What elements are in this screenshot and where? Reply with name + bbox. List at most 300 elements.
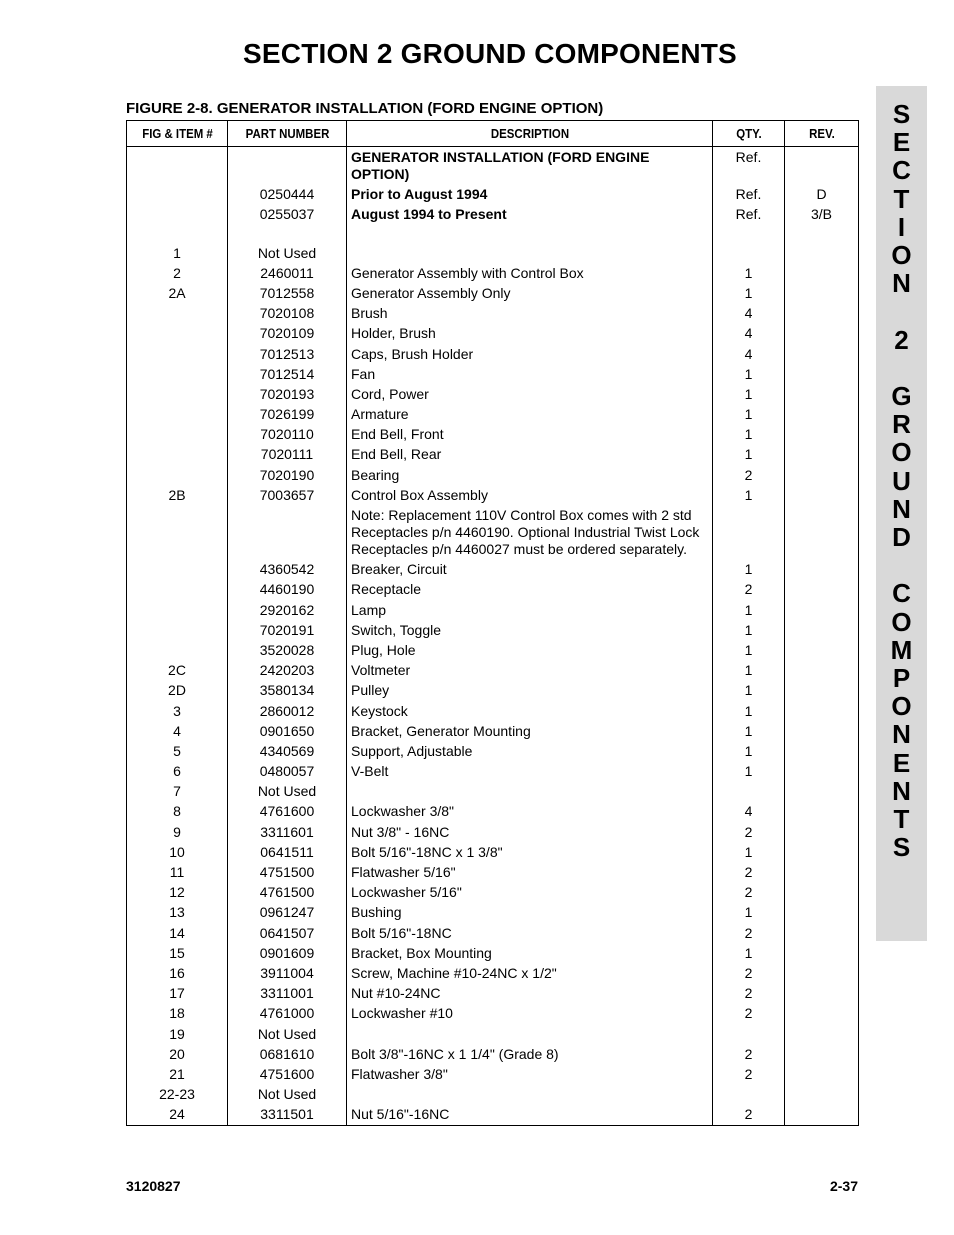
description-cell: Bushing (347, 903, 713, 923)
rev-cell (785, 923, 859, 943)
qty-cell: 1 (713, 560, 785, 580)
description-cell: Lockwasher 3/8" (347, 802, 713, 822)
fig-item-cell: 5 (127, 741, 228, 761)
spacer-cell (228, 225, 347, 243)
fig-item-cell: 1 (127, 243, 228, 263)
description-cell: Receptacle (347, 580, 713, 600)
description-cell: Fan (347, 364, 713, 384)
header-description: DESCRIPTION (368, 121, 690, 147)
part-number-cell: Not Used (228, 243, 347, 263)
description-cell: Bolt 5/16"-18NC x 1 3/8" (347, 842, 713, 862)
side-tab-letter: N (892, 775, 911, 806)
side-tab-letter: O (891, 606, 912, 637)
description-cell: Flatwasher 5/16" (347, 862, 713, 882)
qty-cell: 1 (713, 701, 785, 721)
table-row (127, 1004, 859, 1024)
rev-cell (785, 681, 859, 701)
fig-item-cell: 20 (127, 1044, 228, 1064)
qty-cell: 2 (713, 1004, 785, 1024)
part-number-cell: 4360542 (228, 560, 347, 580)
qty-cell: 4 (713, 344, 785, 364)
description-cell: Screw, Machine #10-24NC x 1/2" (347, 963, 713, 983)
rev-cell (785, 1105, 859, 1126)
side-tab-letter: D (892, 522, 911, 553)
part-number-cell (228, 147, 347, 185)
description-cell: Nut #10-24NC (347, 984, 713, 1004)
fig-item-cell: 2C (127, 661, 228, 681)
fig-item-cell (127, 425, 228, 445)
qty-cell: 2 (713, 862, 785, 882)
fig-item-cell (127, 580, 228, 600)
part-number-cell (228, 505, 347, 559)
description-cell: Lockwasher 5/16" (347, 883, 713, 903)
side-tab-letter: P (892, 663, 911, 694)
fig-item-cell (127, 147, 228, 185)
description-cell: Prior to August 1994 (347, 185, 713, 205)
fig-item-cell (127, 620, 228, 640)
table-row (127, 465, 859, 485)
description-cell: Bracket, Generator Mounting (347, 721, 713, 741)
rev-cell (785, 445, 859, 465)
fig-item-cell: 4 (127, 721, 228, 741)
rev-cell (785, 721, 859, 741)
part-number-cell: 0255037 (228, 205, 347, 225)
qty-cell: 1 (713, 903, 785, 923)
part-number-cell: 0901609 (228, 943, 347, 963)
fig-item-cell (127, 600, 228, 620)
qty-cell: 1 (713, 600, 785, 620)
side-tab-letter (876, 551, 927, 579)
qty-cell: Ref. (713, 205, 785, 225)
part-number-cell: 7020193 (228, 384, 347, 404)
table-row (127, 802, 859, 822)
table-spacer-row (127, 225, 859, 243)
part-number-cell: 7020108 (228, 304, 347, 324)
description-cell: End Bell, Front (347, 425, 713, 445)
rev-cell (785, 243, 859, 263)
description-cell (347, 1084, 713, 1104)
rev-cell: D (785, 185, 859, 205)
rev-cell (785, 580, 859, 600)
part-number-cell: 7020109 (228, 324, 347, 344)
side-tab-letter: T (893, 804, 910, 835)
rev-cell (785, 761, 859, 781)
part-number-cell: 2460011 (228, 263, 347, 283)
description-cell: V-Belt (347, 761, 713, 781)
fig-item-cell: 19 (127, 1024, 228, 1044)
table-row (127, 147, 859, 185)
side-tab-letter: R (892, 409, 911, 440)
table-row (127, 1064, 859, 1084)
side-tab-letter (876, 297, 927, 325)
side-tab-letter: N (892, 719, 911, 750)
rev-cell (785, 1064, 859, 1084)
fig-item-cell: 18 (127, 1004, 228, 1024)
side-tab-letter: O (891, 240, 912, 271)
spacer-cell (785, 225, 859, 243)
rev-cell (785, 842, 859, 862)
table-row (127, 1105, 859, 1126)
part-number-cell: 7020110 (228, 425, 347, 445)
part-number-cell: 3311501 (228, 1105, 347, 1126)
fig-item-cell: 15 (127, 943, 228, 963)
side-tab-letter: S (892, 832, 911, 863)
part-number-cell: 4751500 (228, 862, 347, 882)
side-tab-letter: E (892, 747, 911, 778)
spacer-cell (713, 225, 785, 243)
rev-cell (785, 505, 859, 559)
table-row (127, 1044, 859, 1064)
description-cell: Control Box Assembly (347, 485, 713, 505)
rev-cell (785, 943, 859, 963)
rev-cell (785, 147, 859, 185)
description-cell: Note: Replacement 110V Control Box comes with 2 std Receptacles p/n 4460190. Optional Industrial Twist Lock Receptacles p/n 4460027 must be ordered separately. (347, 505, 713, 559)
fig-item-cell (127, 324, 228, 344)
qty-cell: Ref. (713, 185, 785, 205)
side-tab-letter: I (897, 211, 906, 242)
rev-cell (785, 263, 859, 283)
description-cell: Lamp (347, 600, 713, 620)
description-cell: Pulley (347, 681, 713, 701)
side-tab-letter: O (891, 437, 912, 468)
fig-item-cell: 11 (127, 862, 228, 882)
part-number-cell: 7020191 (228, 620, 347, 640)
description-cell: Flatwasher 3/8" (347, 1064, 713, 1084)
qty-cell: 1 (713, 263, 785, 283)
rev-cell (785, 600, 859, 620)
qty-cell: 2 (713, 580, 785, 600)
part-number-cell: 3520028 (228, 640, 347, 660)
header-qty: QTY. (717, 121, 780, 147)
fig-item-cell: 2D (127, 681, 228, 701)
qty-cell: 1 (713, 943, 785, 963)
part-number-cell: 4340569 (228, 741, 347, 761)
table-row (127, 600, 859, 620)
part-number-cell: 0641511 (228, 842, 347, 862)
description-cell: Cord, Power (347, 384, 713, 404)
fig-item-cell (127, 205, 228, 225)
qty-cell: 4 (713, 304, 785, 324)
part-number-cell: 3311001 (228, 984, 347, 1004)
rev-cell (785, 963, 859, 983)
fig-item-cell (127, 384, 228, 404)
part-number-cell: 4761500 (228, 883, 347, 903)
part-number-cell: 3911004 (228, 963, 347, 983)
rev-cell (785, 883, 859, 903)
qty-cell: 2 (713, 465, 785, 485)
table-row (127, 822, 859, 842)
qty-cell: 1 (713, 661, 785, 681)
table-row (127, 661, 859, 681)
part-number-cell: Not Used (228, 1024, 347, 1044)
table-row (127, 485, 859, 505)
part-number-cell: 0250444 (228, 185, 347, 205)
fig-item-cell: 10 (127, 842, 228, 862)
table-row (127, 364, 859, 384)
rev-cell (785, 1044, 859, 1064)
spacer-cell (347, 225, 713, 243)
description-cell: Generator Assembly with Control Box (347, 263, 713, 283)
rev-cell (785, 283, 859, 303)
table-row (127, 324, 859, 344)
side-tab-letter: T (893, 183, 910, 214)
qty-cell: 1 (713, 283, 785, 303)
description-cell: Bolt 5/16"-18NC (347, 923, 713, 943)
rev-cell (785, 324, 859, 344)
table-row (127, 404, 859, 424)
part-number-cell: 0681610 (228, 1044, 347, 1064)
qty-cell: 2 (713, 1044, 785, 1064)
description-cell: August 1994 to Present (347, 205, 713, 225)
description-cell: Holder, Brush (347, 324, 713, 344)
table-row (127, 304, 859, 324)
rev-cell (785, 425, 859, 445)
table-row (127, 205, 859, 225)
table-row (127, 384, 859, 404)
table-row (127, 344, 859, 364)
rev-cell (785, 782, 859, 802)
fig-item-cell: 17 (127, 984, 228, 1004)
qty-cell: 2 (713, 963, 785, 983)
qty-cell: 1 (713, 842, 785, 862)
rev-cell (785, 1084, 859, 1104)
rev-cell (785, 903, 859, 923)
qty-cell: 1 (713, 425, 785, 445)
parts-table-body (127, 147, 859, 1126)
part-number-cell: 7020111 (228, 445, 347, 465)
side-tab-letter: C (892, 155, 911, 186)
rev-cell (785, 741, 859, 761)
rev-cell (785, 822, 859, 842)
rev-cell (785, 661, 859, 681)
description-cell: Brush (347, 304, 713, 324)
table-row (127, 862, 859, 882)
table-row (127, 505, 859, 559)
description-cell: Caps, Brush Holder (347, 344, 713, 364)
fig-item-cell: 13 (127, 903, 228, 923)
side-tab-letter: G (891, 381, 912, 411)
figure-title: FIGURE 2-8. GENERATOR INSTALLATION (FORD ENGINE OPTION) (126, 100, 604, 117)
fig-item-cell: 6 (127, 761, 228, 781)
table-row (127, 445, 859, 465)
qty-cell (713, 505, 785, 559)
part-number-cell: 7020190 (228, 465, 347, 485)
table-row (127, 963, 859, 983)
section-side-tab (876, 86, 927, 941)
fig-item-cell: 21 (127, 1064, 228, 1084)
rev-cell (785, 701, 859, 721)
fig-item-cell (127, 364, 228, 384)
side-tab-letter: C (892, 578, 911, 609)
table-row (127, 842, 859, 862)
rev-cell (785, 304, 859, 324)
qty-cell (713, 243, 785, 263)
description-cell: Bearing (347, 465, 713, 485)
qty-cell (713, 782, 785, 802)
table-row (127, 560, 859, 580)
section-title: SECTION 2 GROUND COMPONENTS (243, 38, 737, 69)
qty-cell: 1 (713, 640, 785, 660)
table-row (127, 943, 859, 963)
qty-cell: 1 (713, 620, 785, 640)
fig-item-cell: 7 (127, 782, 228, 802)
table-row (127, 761, 859, 781)
qty-cell: 1 (713, 681, 785, 701)
table-row (127, 640, 859, 660)
table-row (127, 263, 859, 283)
description-cell: End Bell, Rear (347, 445, 713, 465)
side-tab-letter: O (891, 691, 912, 722)
description-cell (347, 243, 713, 263)
table-row (127, 984, 859, 1004)
document-number: 3120827 (126, 1178, 181, 1194)
qty-cell: 2 (713, 1105, 785, 1126)
table-row (127, 923, 859, 943)
rev-cell (785, 640, 859, 660)
side-tab-letter: 2 (894, 324, 909, 355)
table-row (127, 243, 859, 263)
fig-item-cell: 9 (127, 822, 228, 842)
qty-cell: 4 (713, 324, 785, 344)
fig-item-cell (127, 185, 228, 205)
part-number-cell: Not Used (228, 782, 347, 802)
fig-item-cell: 12 (127, 883, 228, 903)
fig-item-cell: 8 (127, 802, 228, 822)
side-tab-letter: S (892, 99, 911, 129)
part-number-cell: 2860012 (228, 701, 347, 721)
part-number-cell: 7026199 (228, 404, 347, 424)
qty-cell: 2 (713, 822, 785, 842)
rev-cell (785, 560, 859, 580)
fig-item-cell: 3 (127, 701, 228, 721)
table-row (127, 1084, 859, 1104)
rev-cell (785, 1004, 859, 1024)
side-tab-letter: M (890, 634, 913, 665)
fig-item-cell: 2A (127, 283, 228, 303)
rev-cell (785, 862, 859, 882)
fig-item-cell (127, 445, 228, 465)
rev-cell (785, 344, 859, 364)
qty-cell: 1 (713, 741, 785, 761)
part-number-cell: 7003657 (228, 485, 347, 505)
qty-cell: 1 (713, 485, 785, 505)
fig-item-cell (127, 505, 228, 559)
rev-cell (785, 984, 859, 1004)
description-cell: Armature (347, 404, 713, 424)
part-number-cell: 3311601 (228, 822, 347, 842)
rev-cell (785, 802, 859, 822)
qty-cell: 1 (713, 445, 785, 465)
description-cell: Bolt 3/8"-16NC x 1 1/4" (Grade 8) (347, 1044, 713, 1064)
page-number: 2-37 (829, 1178, 858, 1194)
rev-cell (785, 404, 859, 424)
table-row (127, 903, 859, 923)
table-row (127, 1024, 859, 1044)
description-cell: Generator Assembly Only (347, 283, 713, 303)
fig-item-cell: 2B (127, 485, 228, 505)
table-row (127, 425, 859, 445)
description-cell (347, 1024, 713, 1044)
description-cell: Plug, Hole (347, 640, 713, 660)
table-row (127, 681, 859, 701)
fig-item-cell: 24 (127, 1105, 228, 1126)
part-number-cell: 0480057 (228, 761, 347, 781)
parts-table (126, 120, 859, 1126)
qty-cell: 1 (713, 761, 785, 781)
rev-cell (785, 364, 859, 384)
part-number-cell: 0901650 (228, 721, 347, 741)
description-cell: GENERATOR INSTALLATION (FORD ENGINE OPTION) (347, 147, 713, 185)
part-number-cell: 2920162 (228, 600, 347, 620)
qty-cell: 2 (713, 1064, 785, 1084)
fig-item-cell (127, 640, 228, 660)
qty-cell: 2 (713, 984, 785, 1004)
fig-item-cell: 22-23 (127, 1084, 228, 1104)
table-row (127, 283, 859, 303)
table-header-row (127, 121, 859, 147)
qty-cell: 1 (713, 404, 785, 424)
part-number-cell: 7012558 (228, 283, 347, 303)
side-tab-letter: N (892, 493, 911, 524)
qty-cell: 4 (713, 802, 785, 822)
rev-cell: 3/B (785, 205, 859, 225)
side-tab-letter: N (892, 268, 911, 299)
fig-item-cell: 2 (127, 263, 228, 283)
fig-item-cell (127, 465, 228, 485)
part-number-cell: 7012514 (228, 364, 347, 384)
qty-cell: Ref. (713, 147, 785, 185)
qty-cell: 1 (713, 384, 785, 404)
qty-cell: 2 (713, 883, 785, 903)
side-tab-letters (876, 100, 927, 861)
fig-item-cell: 14 (127, 923, 228, 943)
spacer-cell (127, 225, 228, 243)
rev-cell (785, 1024, 859, 1044)
side-tab-letter: E (892, 127, 911, 158)
side-tab-letter (876, 354, 927, 382)
fig-item-cell (127, 304, 228, 324)
table-row (127, 620, 859, 640)
fig-item-cell: 16 (127, 963, 228, 983)
description-cell: Keystock (347, 701, 713, 721)
qty-cell: 2 (713, 923, 785, 943)
header-fig-item: FIG & ITEM # (133, 121, 222, 147)
qty-cell: 1 (713, 364, 785, 384)
rev-cell (785, 384, 859, 404)
table-row (127, 701, 859, 721)
part-number-cell: 3580134 (228, 681, 347, 701)
part-number-cell: 4751600 (228, 1064, 347, 1084)
part-number-cell: 4761000 (228, 1004, 347, 1024)
part-number-cell: 4761600 (228, 802, 347, 822)
description-cell: Breaker, Circuit (347, 560, 713, 580)
qty-cell: 1 (713, 721, 785, 741)
description-cell: Voltmeter (347, 661, 713, 681)
side-tab-letter: U (892, 465, 911, 496)
part-number-cell: 0641507 (228, 923, 347, 943)
rev-cell (785, 620, 859, 640)
part-number-cell: 4460190 (228, 580, 347, 600)
description-cell: Switch, Toggle (347, 620, 713, 640)
header-part-number: PART NUMBER (235, 121, 340, 147)
qty-cell (713, 1084, 785, 1104)
qty-cell (713, 1024, 785, 1044)
table-row (127, 741, 859, 761)
description-cell: Support, Adjustable (347, 741, 713, 761)
description-cell (347, 782, 713, 802)
rev-cell (785, 485, 859, 505)
table-row (127, 721, 859, 741)
